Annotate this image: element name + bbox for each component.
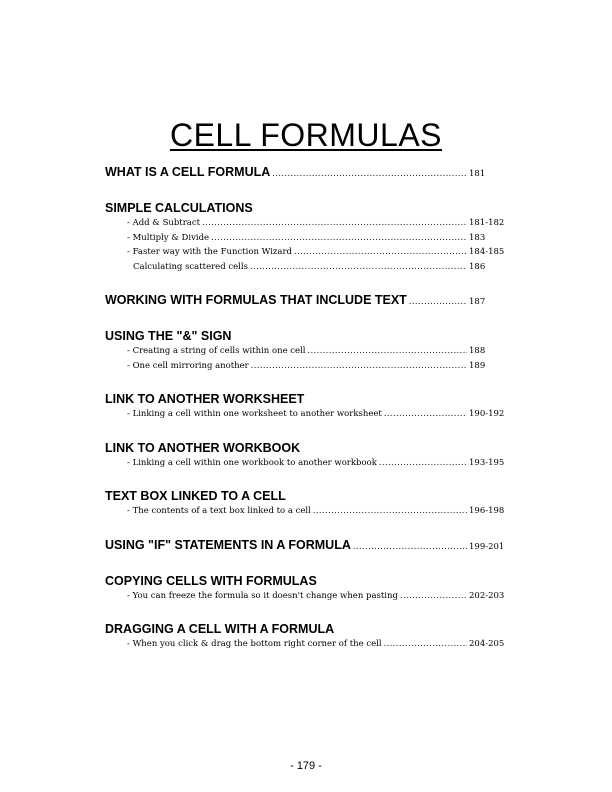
- toc-entry-label: - One cell mirroring another: [127, 360, 249, 371]
- dot-leader: [294, 245, 467, 260]
- toc-entry-label: Calculating scattered cells: [133, 261, 248, 272]
- toc-entry-label: - Faster way with the Function Wizard: [127, 247, 292, 257]
- dot-leader: [384, 637, 467, 652]
- toc-section: [105, 200, 505, 274]
- toc-heading: [105, 537, 505, 555]
- dot-leader: [353, 539, 467, 555]
- dot-leader: [251, 359, 467, 374]
- toc-page-number: 193-195: [469, 457, 505, 468]
- toc-entry: [105, 407, 505, 422]
- dot-leader: [400, 589, 467, 604]
- toc-section: [105, 573, 505, 604]
- toc-heading: [105, 621, 505, 637]
- toc-entry-label: - Creating a string of cells within one cell: [127, 346, 306, 356]
- dot-leader: [313, 504, 467, 519]
- toc-heading: [105, 164, 505, 182]
- toc-entry-label: - Linking a cell within one workbook to another workbook: [127, 457, 377, 468]
- table-of-contents: [105, 164, 505, 670]
- toc-heading-label: USING THE "&" SIGN: [105, 329, 232, 343]
- toc-page-number: 184-185: [469, 247, 505, 257]
- toc-page-number: 190-192: [469, 409, 505, 419]
- toc-entry: [105, 245, 505, 260]
- toc-heading: [105, 200, 505, 216]
- toc-heading: [105, 440, 505, 456]
- toc-section: [105, 537, 505, 555]
- toc-heading: [105, 292, 505, 310]
- toc-page-number: 196-198: [469, 506, 505, 516]
- toc-entry: [105, 344, 505, 359]
- toc-page-number: 202-203: [469, 590, 505, 601]
- toc-heading-label: DRAGGING A CELL WITH A FORMULA: [105, 622, 335, 636]
- toc-section: [105, 292, 505, 310]
- toc-heading: [105, 328, 505, 344]
- toc-heading-label: SIMPLE CALCULATIONS: [105, 201, 253, 215]
- toc-entry: [105, 456, 505, 471]
- toc-page-number: 183: [469, 232, 486, 243]
- toc-entry: [105, 231, 505, 246]
- toc-page-number: 189: [469, 360, 486, 371]
- toc-section: [105, 391, 505, 422]
- toc-entry-label: - Multiply & Divide: [127, 232, 210, 243]
- dot-leader: [202, 216, 467, 231]
- toc-heading-label: WORKING WITH FORMULAS THAT INCLUDE TEXT: [105, 293, 407, 307]
- toc-entry-label: - Linking a cell within one worksheet to another worksheet: [127, 409, 382, 419]
- toc-heading-label: LINK TO ANOTHER WORKSHEET: [105, 392, 305, 406]
- toc-entry: [105, 589, 505, 604]
- toc-section: [105, 440, 505, 471]
- toc-page-number: 204-205: [469, 639, 505, 649]
- dot-leader: [379, 456, 467, 471]
- toc-heading: [105, 488, 505, 504]
- toc-heading-label: TEXT BOX LINKED TO A CELL: [105, 489, 286, 503]
- toc-entry: [105, 260, 505, 275]
- toc-page-number: 187: [469, 297, 486, 307]
- toc-entry-label: - When you click & drag the bottom right corner of the cell: [127, 639, 382, 649]
- dot-leader: [272, 166, 467, 182]
- toc-section: [105, 328, 505, 373]
- toc-entry-label: - Add & Subtract: [127, 218, 201, 228]
- toc-page-number: 199-201: [469, 541, 505, 552]
- toc-heading-label: WHAT IS A CELL FORMULA: [105, 165, 271, 179]
- dot-leader: [211, 231, 467, 246]
- toc-entry-label: - You can freeze the formula so it doesn't change when pasting: [127, 590, 398, 601]
- toc-section: [105, 621, 505, 652]
- toc-entry: [105, 637, 505, 652]
- toc-heading-label: LINK TO ANOTHER WORKBOOK: [105, 440, 301, 455]
- dot-leader: [384, 407, 467, 422]
- toc-page-number: 188: [469, 346, 486, 356]
- toc-heading: [105, 573, 505, 589]
- page-number: - 179 -: [290, 760, 322, 772]
- toc-page-number: 181: [469, 169, 486, 179]
- toc-entry: [105, 216, 505, 231]
- toc-section: [105, 164, 505, 182]
- page-title: CELL FORMULAS: [169, 117, 443, 153]
- toc-entry: [105, 504, 505, 519]
- dot-leader: [250, 260, 467, 275]
- dot-leader: [409, 294, 467, 310]
- toc-entry-label: - The contents of a text box linked to a cell: [127, 506, 311, 516]
- toc-entry: [105, 359, 505, 374]
- toc-page-number: 181-182: [469, 218, 505, 228]
- toc-heading-label: USING "IF" STATEMENTS IN A FORMULA: [105, 537, 351, 552]
- toc-page-number: 186: [469, 261, 486, 272]
- toc-section: [105, 488, 505, 519]
- toc-heading-label: COPYING CELLS WITH FORMULAS: [105, 573, 317, 588]
- toc-heading: [105, 391, 505, 407]
- dot-leader: [308, 344, 467, 359]
